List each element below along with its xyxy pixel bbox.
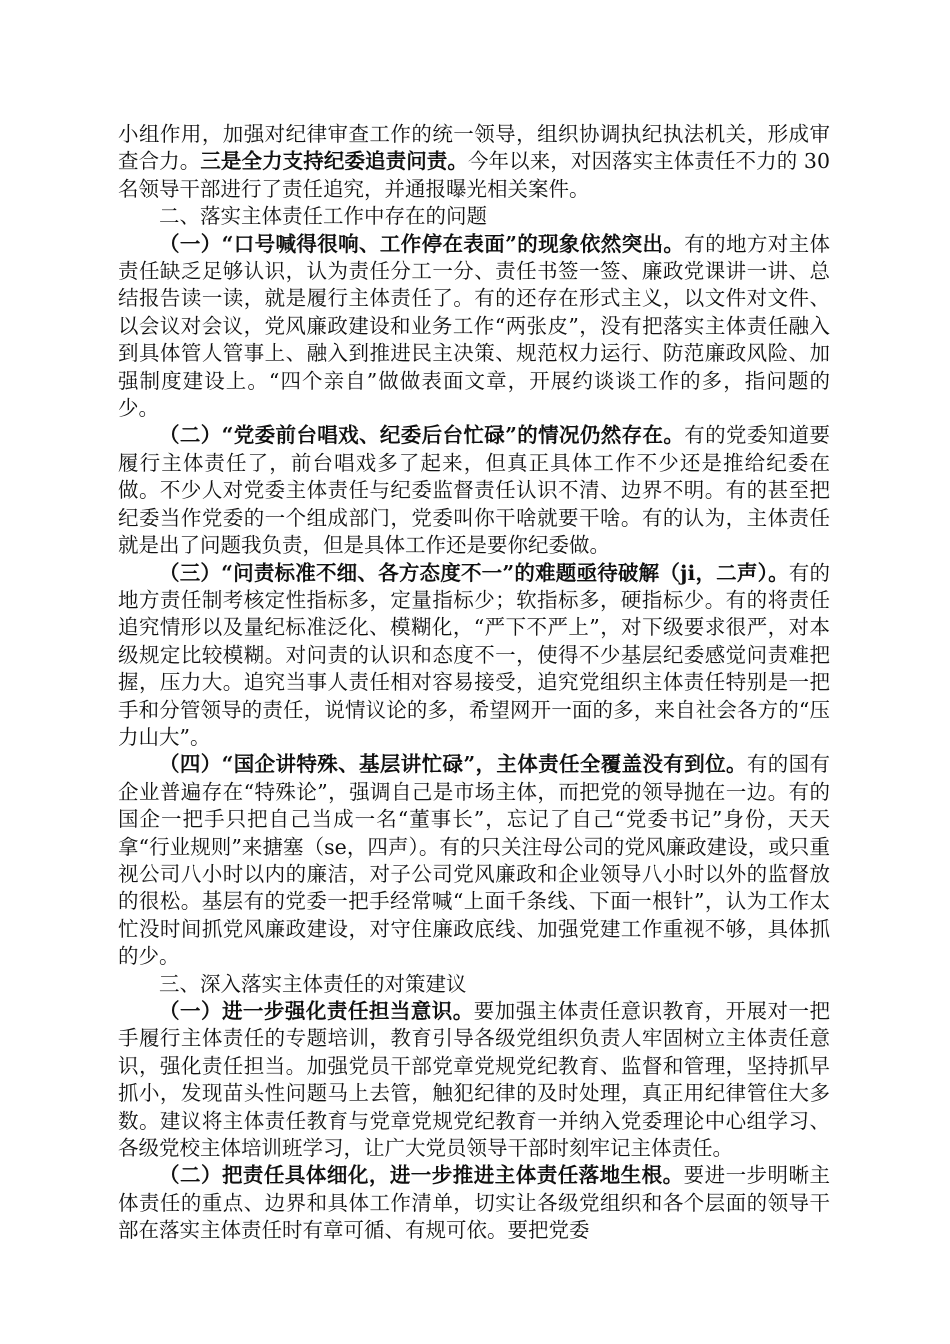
heading-text: 三、深入落实主体责任的对策建议 <box>159 971 467 996</box>
text-run: 今年以来，对因落实主体责任不力的 30 名领导干部进行了责任追究，并通报曝光相关案件。 <box>118 149 830 201</box>
heading-text: 二、落实主体责任工作中存在的问题 <box>159 204 487 229</box>
text-run: 有的地方对主体责任缺乏足够认识，认为责任分工一分、责任书签一签、廉政党课讲一讲、总结报告读一读，就是履行主体责任了。有的还存在形式主义，以文件对文件、以会议对会议，党风廉政建设和业务工作“两张皮”，没有把落实主体责任融入到具体管人管事上、融入到推进民主决策、规范权力运行、防范廉政风险、加强制度建设上。“四个亲自”做做表面文章，开展约谈谈工作的多，指问题的少。 <box>118 231 830 421</box>
paragraph-suggestion-1 <box>118 998 830 1162</box>
text-run: 有的地方责任制考核定性指标多，定量指标少；软指标多，硬指标少。有的将责任追究情形以及量纪标准泛化、模糊化，“严下不严上”，对下级要求很严，对本级规定比较模糊。对问责的认识和态度不一，使得不少基层纪委感觉问责难把握，压力大。追究当事人责任相对容易接受，追究党组织主体责任特别是一把手和分管领导的责任，说情议论的多，希望网开一面的多，来自社会各方的“压力山大”。 <box>118 560 830 749</box>
text-run: 要加强主体责任意识教育，开展对一把手履行主体责任的专题培训，教育引导各级党组织负责人牢固树立主体责任意识，强化责任担当。加强党员干部党章党规党纪教育、监督和管理，坚持抓早抓小，发现苗头性问题马上去管，触犯纪律的及时处理，真正用纪律管住大多数。建议将主体责任教育与党章党规党纪教育一并纳入党委理论中心组学习、各级党校主体培训班学习，让广大党员领导干部时刻牢记主体责任。 <box>118 999 831 1161</box>
bold-text-run: （三）“问责标准不细、各方态度不一”的难题亟待破解（ji，二声）。 <box>159 560 789 585</box>
paragraph-issue-1 <box>118 231 830 423</box>
bold-text-run: 三是全力支持纪委追责问责。 <box>200 149 468 174</box>
paragraph-continuation <box>118 121 830 203</box>
bold-text-run: （二）把责任具体细化，进一步推进主体责任落地生根。 <box>159 1163 684 1188</box>
paragraph-issue-3 <box>118 560 830 752</box>
paragraph-issue-4 <box>118 751 830 970</box>
text-run: 有的党委知道要履行主体责任了，前台唱戏多了起来，但真正具体工作不少还是推给纪委在做。不少人对党委主体责任与纪委监督责任认识不清、边界不明。有的甚至把纪委当作党委的一个组成部门，党委叫你干啥就要干啥。有的认为，主体责任就是出了问题我负责，但是具体工作还是要你纪委做。 <box>118 423 830 558</box>
text-run: 要进一步明晰主体责任的重点、边界和具体工作清单，切实让各级党组织和各个层面的领导干部在落实主体责任时有章可循、有规可依。要把党委 <box>118 1163 831 1243</box>
text-run: 小组作用，加强对纪律审查工作的统一领导，组织协调执纪执法机关，形成审查合力。 <box>118 122 830 174</box>
section-heading-2 <box>118 203 830 230</box>
bold-text-run: （二）“党委前台唱戏、纪委后台忙碌”的情况仍然存在。 <box>159 423 685 448</box>
paragraph-issue-2 <box>118 422 830 559</box>
bold-text-run: （一）“口号喊得很响、工作停在表面”的现象依然突出。 <box>159 231 685 256</box>
bold-text-run: （四）“国企讲特殊、基层讲忙碌”，主体责任全覆盖没有到位。 <box>159 752 747 777</box>
section-heading-3 <box>118 971 830 998</box>
bold-text-run: （一）进一步强化责任担当意识。 <box>159 999 474 1023</box>
text-run: 有的国有企业普遍存在“特殊论”，强调自己是市场主体，而把党的领导抛在一边。有的国企一把手只把自己当成一名“董事长”，忘记了自己“党委书记”身份，天天拿“行业规则”来搪塞（se，四声）。有的只关注母公司的党风廉政建设，或只重视公司八小时以内的廉洁，对子公司党风廉政和企业领导八小时以外的监督放的很松。基层有的党委一把手经常喊“上面千条线、下面一根针”，认为工作太忙没时间抓党风廉政建设，对守住廉政底线、加强党建工作重视不够，具体抓的少。 <box>118 752 830 969</box>
document-page <box>118 121 830 1245</box>
paragraph-suggestion-2 <box>118 1162 830 1244</box>
